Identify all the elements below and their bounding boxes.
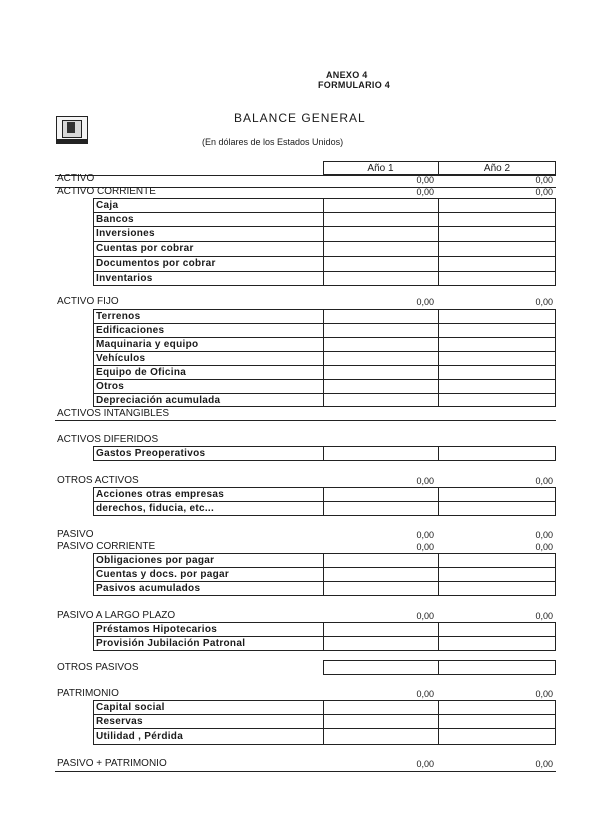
- activo-fijo-year2: 0,00: [535, 297, 553, 307]
- activo-fijo-year1: 0,00: [416, 297, 434, 307]
- section-pasivo-corriente: PASIVO CORRIENTE: [57, 541, 156, 552]
- activo-year1: 0,00: [416, 175, 434, 185]
- page-title: BALANCE GENERAL: [234, 111, 366, 125]
- pasivo-year1: 0,00: [416, 530, 434, 540]
- section-pasivo-largo-plazo: PASIVO A LARGO PLAZO: [57, 610, 176, 621]
- section-total-pasivo-patrimonio: PASIVO + PATRIMONIO: [57, 758, 167, 769]
- item-bancos: Bancos: [96, 214, 134, 225]
- item-maquinaria: Maquinaria y equipo: [96, 339, 199, 350]
- otros-pasivos-box: [323, 660, 556, 675]
- institution-logo-icon: [56, 116, 88, 144]
- item-capital-social: Capital social: [96, 702, 165, 713]
- item-inventarios: Inventarios: [96, 273, 153, 284]
- item-prestamos-hipotecarios: Préstamos Hipotecarios: [96, 624, 218, 635]
- item-acciones-otras-empresas: Acciones otras empresas: [96, 489, 225, 500]
- year1-header: Año 1: [367, 163, 394, 174]
- item-provision-jubilacion: Provisión Jubilación Patronal: [96, 638, 246, 649]
- activo-corriente-year1: 0,00: [416, 187, 434, 197]
- page-subtitle: (En dólares de los Estados Unidos): [202, 137, 344, 147]
- item-derechos-fiducia: derechos, fiducia, etc...: [96, 503, 215, 514]
- item-documentos-por-cobrar: Documentos por cobrar: [96, 258, 216, 269]
- pasivo-corriente-year2: 0,00: [535, 542, 553, 552]
- item-reservas: Reservas: [96, 716, 143, 727]
- item-cuentas-por-cobrar: Cuentas por cobrar: [96, 243, 194, 254]
- annex-number: ANEXO 4: [326, 70, 368, 80]
- pasivo-corriente-year1: 0,00: [416, 542, 434, 552]
- section-pasivo: PASIVO: [57, 529, 94, 540]
- item-cuentas-docs-por-pagar: Cuentas y docs. por pagar: [96, 569, 230, 580]
- total-year1: 0,00: [416, 759, 434, 769]
- patrimonio-year2: 0,00: [535, 689, 553, 699]
- pasivo-lp-year2: 0,00: [535, 611, 553, 621]
- item-caja: Caja: [96, 200, 119, 211]
- form-number: FORMULARIO 4: [318, 80, 391, 90]
- activo-corriente-year2: 0,00: [535, 187, 553, 197]
- section-otros-pasivos: OTROS PASIVOS: [57, 662, 139, 673]
- item-otros: Otros: [96, 381, 125, 392]
- otros-activos-year1: 0,00: [416, 476, 434, 486]
- item-vehiculos: Vehículos: [96, 353, 146, 364]
- pasivo-year2: 0,00: [535, 530, 553, 540]
- item-obligaciones-por-pagar: Obligaciones por pagar: [96, 555, 215, 566]
- item-pasivos-acumulados: Pasivos acumulados: [96, 583, 201, 594]
- item-depreciacion: Depreciación acumulada: [96, 395, 221, 406]
- year2-header: Año 2: [483, 163, 511, 174]
- item-terrenos: Terrenos: [96, 311, 141, 322]
- item-edificaciones: Edificaciones: [96, 325, 165, 336]
- patrimonio-year1: 0,00: [416, 689, 434, 699]
- section-otros-activos: OTROS ACTIVOS: [57, 475, 139, 486]
- section-activo-corriente: ACTIVO CORRIENTE: [57, 186, 156, 197]
- item-equipo-oficina: Equipo de Oficina: [96, 367, 187, 378]
- pasivo-lp-year1: 0,00: [416, 611, 434, 621]
- section-activo-fijo: ACTIVO FIJO: [57, 296, 119, 307]
- item-inversiones: Inversiones: [96, 228, 155, 239]
- section-activo: ACTIVO: [57, 173, 95, 184]
- item-utilidad-perdida: Utilidad , Pérdida: [96, 731, 184, 742]
- section-patrimonio: PATRIMONIO: [57, 688, 119, 699]
- item-gastos-preoperativos: Gastos Preoperativos: [96, 448, 206, 459]
- total-year2: 0,00: [535, 759, 553, 769]
- section-activos-diferidos: ACTIVOS DIFERIDOS: [57, 434, 159, 445]
- activo-year2: 0,00: [535, 175, 553, 185]
- section-activos-intangibles: ACTIVOS INTANGIBLES: [57, 408, 170, 419]
- otros-activos-year2: 0,00: [535, 476, 553, 486]
